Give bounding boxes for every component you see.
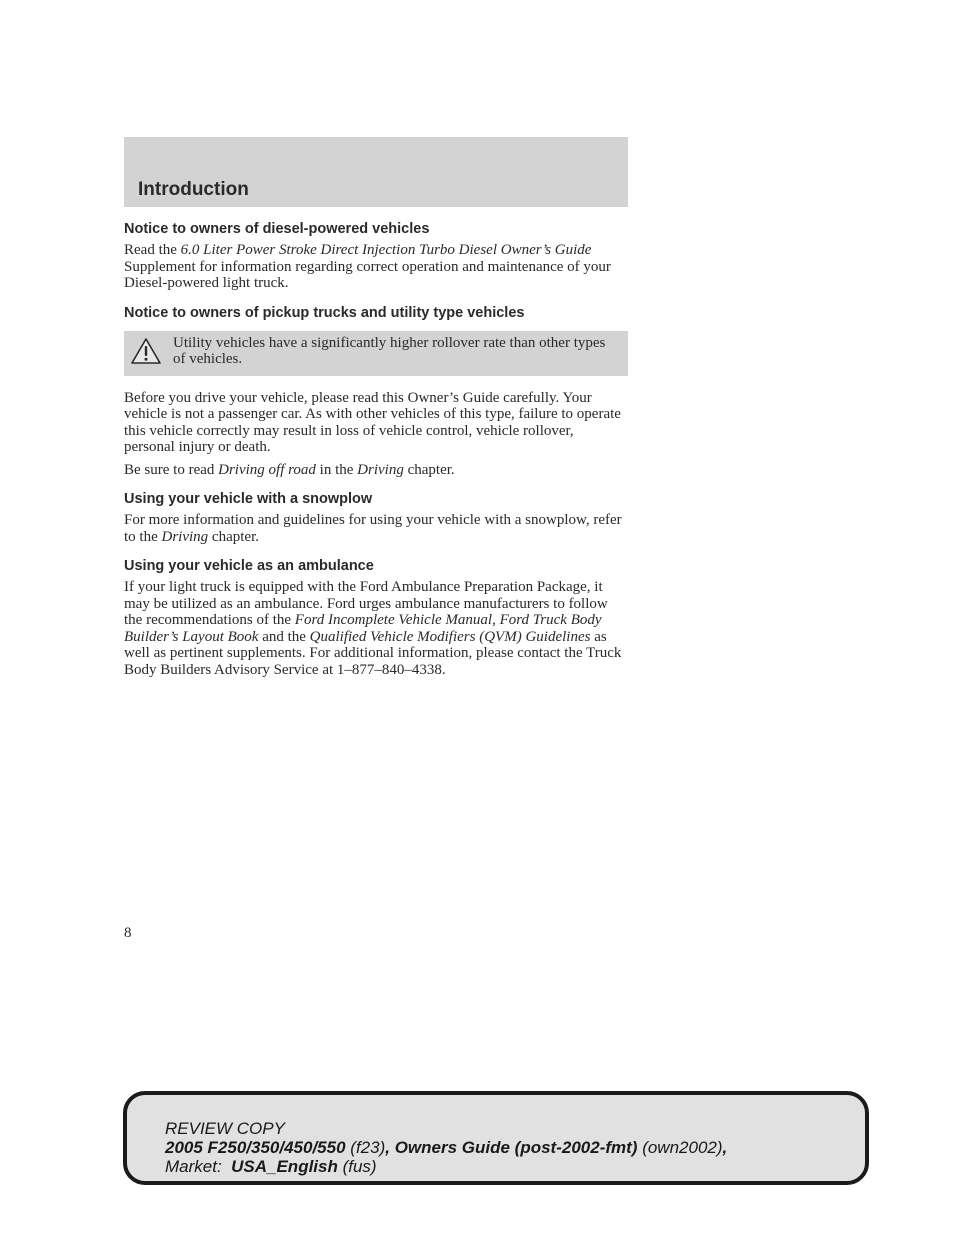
footer-model-line — [165, 1138, 727, 1157]
reference-italic: Driving — [357, 461, 404, 478]
text-run: chapter. — [403, 461, 455, 478]
footer-model: 2005 F250/350/450/550 — [165, 1138, 346, 1157]
text-run: If your light truck is equipped with the Ford Ambulance Preparation Package, it may be utilized as an ambulance. Ford urges ambulance manufacturers to follow the recommendations of the — [124, 579, 608, 628]
text-run: as well as pertinent supplements. For additional information, please contact the Truck Body Builders Advisory Service at 1–877–840–4338. — [124, 628, 622, 678]
paragraph-snowplow — [124, 512, 628, 545]
footer-model-code: (f23) — [345, 1138, 386, 1157]
reference-italic: Driving — [161, 528, 209, 545]
footer-guide: Owners Guide (post-2002-fmt) — [394, 1138, 638, 1157]
footer-market-line — [165, 1157, 727, 1176]
paragraph-pickup-1: Before you drive your vehicle, please read this Owner’s Guide carefully. Your vehicle is not a passenger car. As with other vehicles of this type, failure to operate this vehicle correctly may result in loss of vehicle control, vehicle rollover, personal injury or death. — [124, 389, 621, 455]
footer-review-copy: REVIEW COPY — [165, 1119, 285, 1138]
warning-text: Utility vehicles have a significantly higher rollover rate than other types of vehicles. — [173, 334, 606, 367]
heading-snowplow: Using your vehicle with a snowplow — [124, 491, 373, 507]
guide-title-italic: 6.0 Liter Power Stroke Direct Injection Turbo Diesel Owner’s Guide — [180, 242, 592, 258]
section-header — [124, 137, 628, 207]
reference-italic: Qualified Vehicle Modifiers (QVM) Guidelines — [309, 628, 591, 645]
heading-pickup: Notice to owners of pickup trucks and utility type vehicles — [124, 304, 525, 321]
footer-text — [165, 1119, 727, 1176]
text-run: Be sure to read — [124, 461, 219, 478]
footer-separator: , — [722, 1138, 728, 1157]
review-copy-footer — [123, 1091, 869, 1185]
text-run: in the — [315, 461, 358, 478]
footer-market: USA_English — [231, 1157, 338, 1176]
page-number: 8 — [124, 925, 132, 941]
text-run: Read the — [124, 242, 181, 258]
heading-ambulance: Using your vehicle as an ambulance — [124, 558, 374, 574]
paragraph-ambulance — [124, 579, 628, 678]
footer-guide-code: (own2002) — [637, 1138, 723, 1157]
paragraph-diesel — [124, 242, 628, 292]
footer-separator: , — [385, 1138, 395, 1157]
page-title: Introduction — [138, 179, 249, 200]
page-content — [124, 218, 628, 678]
text-run: Supplement for information regarding correct operation and maintenance of your Diesel-powered light truck. — [124, 258, 611, 291]
reference-italic: Ford Incomplete Vehicle Manual, Ford Truck Body Builder’s Layout Book — [124, 612, 602, 645]
paragraph-pickup-2 — [124, 462, 628, 479]
footer-market-label: Market: — [165, 1157, 232, 1176]
text-run: For more information and guidelines for using your vehicle with a snowplow, refer to the — [124, 512, 622, 545]
footer-market-code: (fus) — [337, 1157, 377, 1176]
heading-diesel: Notice to owners of diesel-powered vehicles — [124, 221, 430, 237]
text-run: and the — [258, 628, 310, 645]
reference-italic: Driving off road — [218, 461, 316, 478]
warning-triangle-icon — [130, 337, 162, 365]
text-run: chapter. — [208, 528, 259, 545]
rollover-warning-box — [124, 331, 628, 376]
